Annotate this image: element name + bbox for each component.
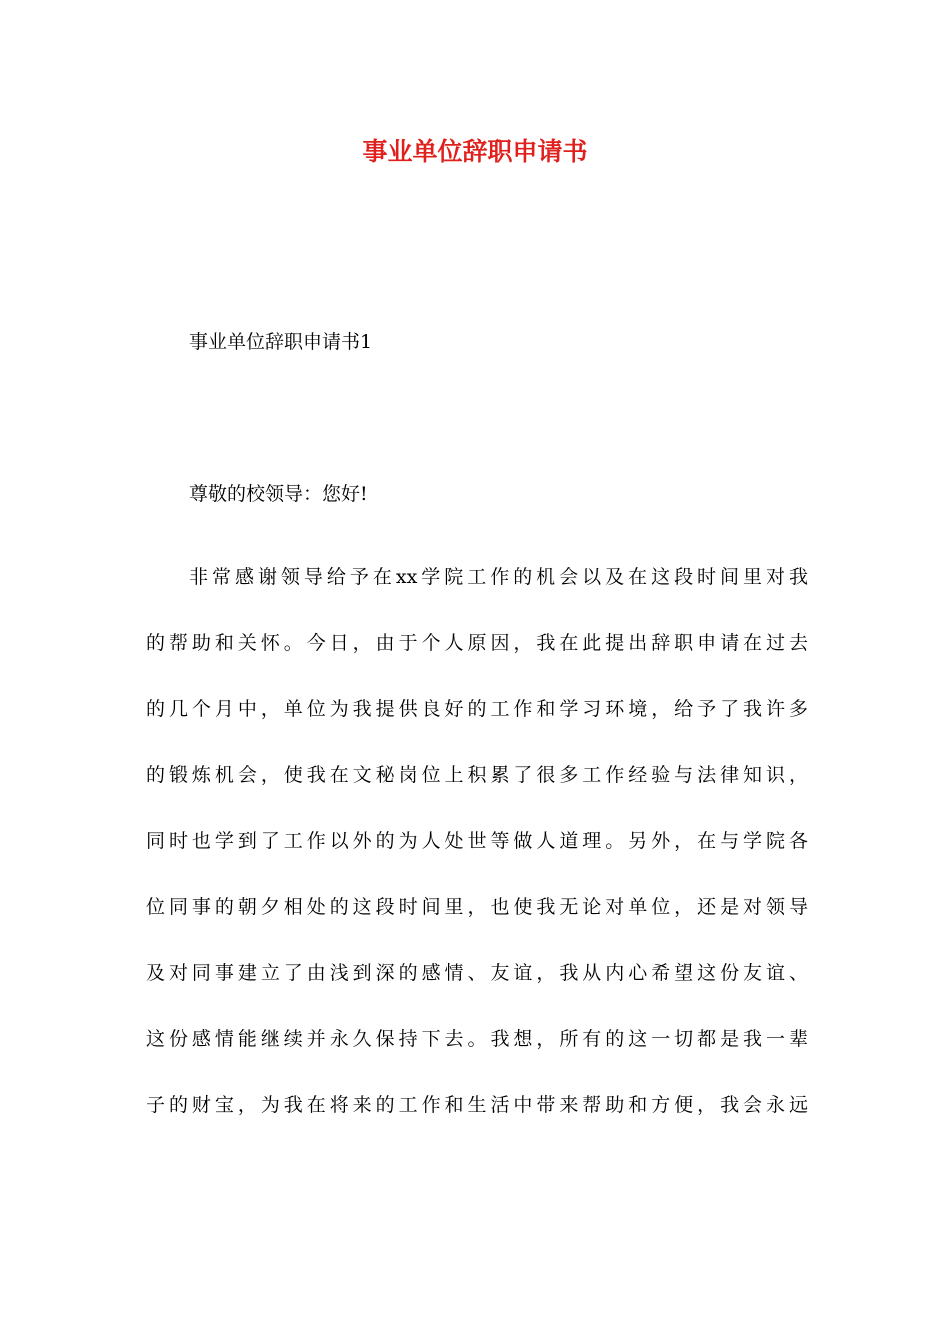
body-line: 非常感谢领导给予在xx学院工作的机会以及在这段时间里对我: [189, 566, 808, 588]
body-line: 位同事的朝夕相处的这段时间里，也使我无论对单位，还是对领导: [146, 896, 808, 918]
body-line: 子的财宝，为我在将来的工作和生活中带来帮助和方便，我会永远: [146, 1094, 808, 1116]
body-line: 的帮助和关怀。今日，由于个人原因，我在此提出辞职申请在过去: [146, 632, 808, 654]
body-line: 的锻炼机会，使我在文秘岗位上积累了很多工作经验与法律知识，: [146, 764, 808, 786]
body-line: 同时也学到了工作以外的为人处世等做人道理。另外，在与学院各: [146, 830, 808, 852]
body-paragraph: [146, 544, 808, 1138]
document-title: 事业单位辞职申请书: [362, 137, 588, 166]
body-line: 的几个月中，单位为我提供良好的工作和学习环境，给予了我许多: [146, 698, 808, 720]
salutation: 尊敬的校领导：您好!: [189, 483, 368, 505]
body-line: 及对同事建立了由浅到深的感情、友谊，我从内心希望这份友谊、: [146, 962, 808, 984]
section-title: 事业单位辞职申请书1: [189, 331, 373, 353]
body-line: 这份感情能继续并永久保持下去。我想，所有的这一切都是我一辈: [146, 1028, 808, 1050]
